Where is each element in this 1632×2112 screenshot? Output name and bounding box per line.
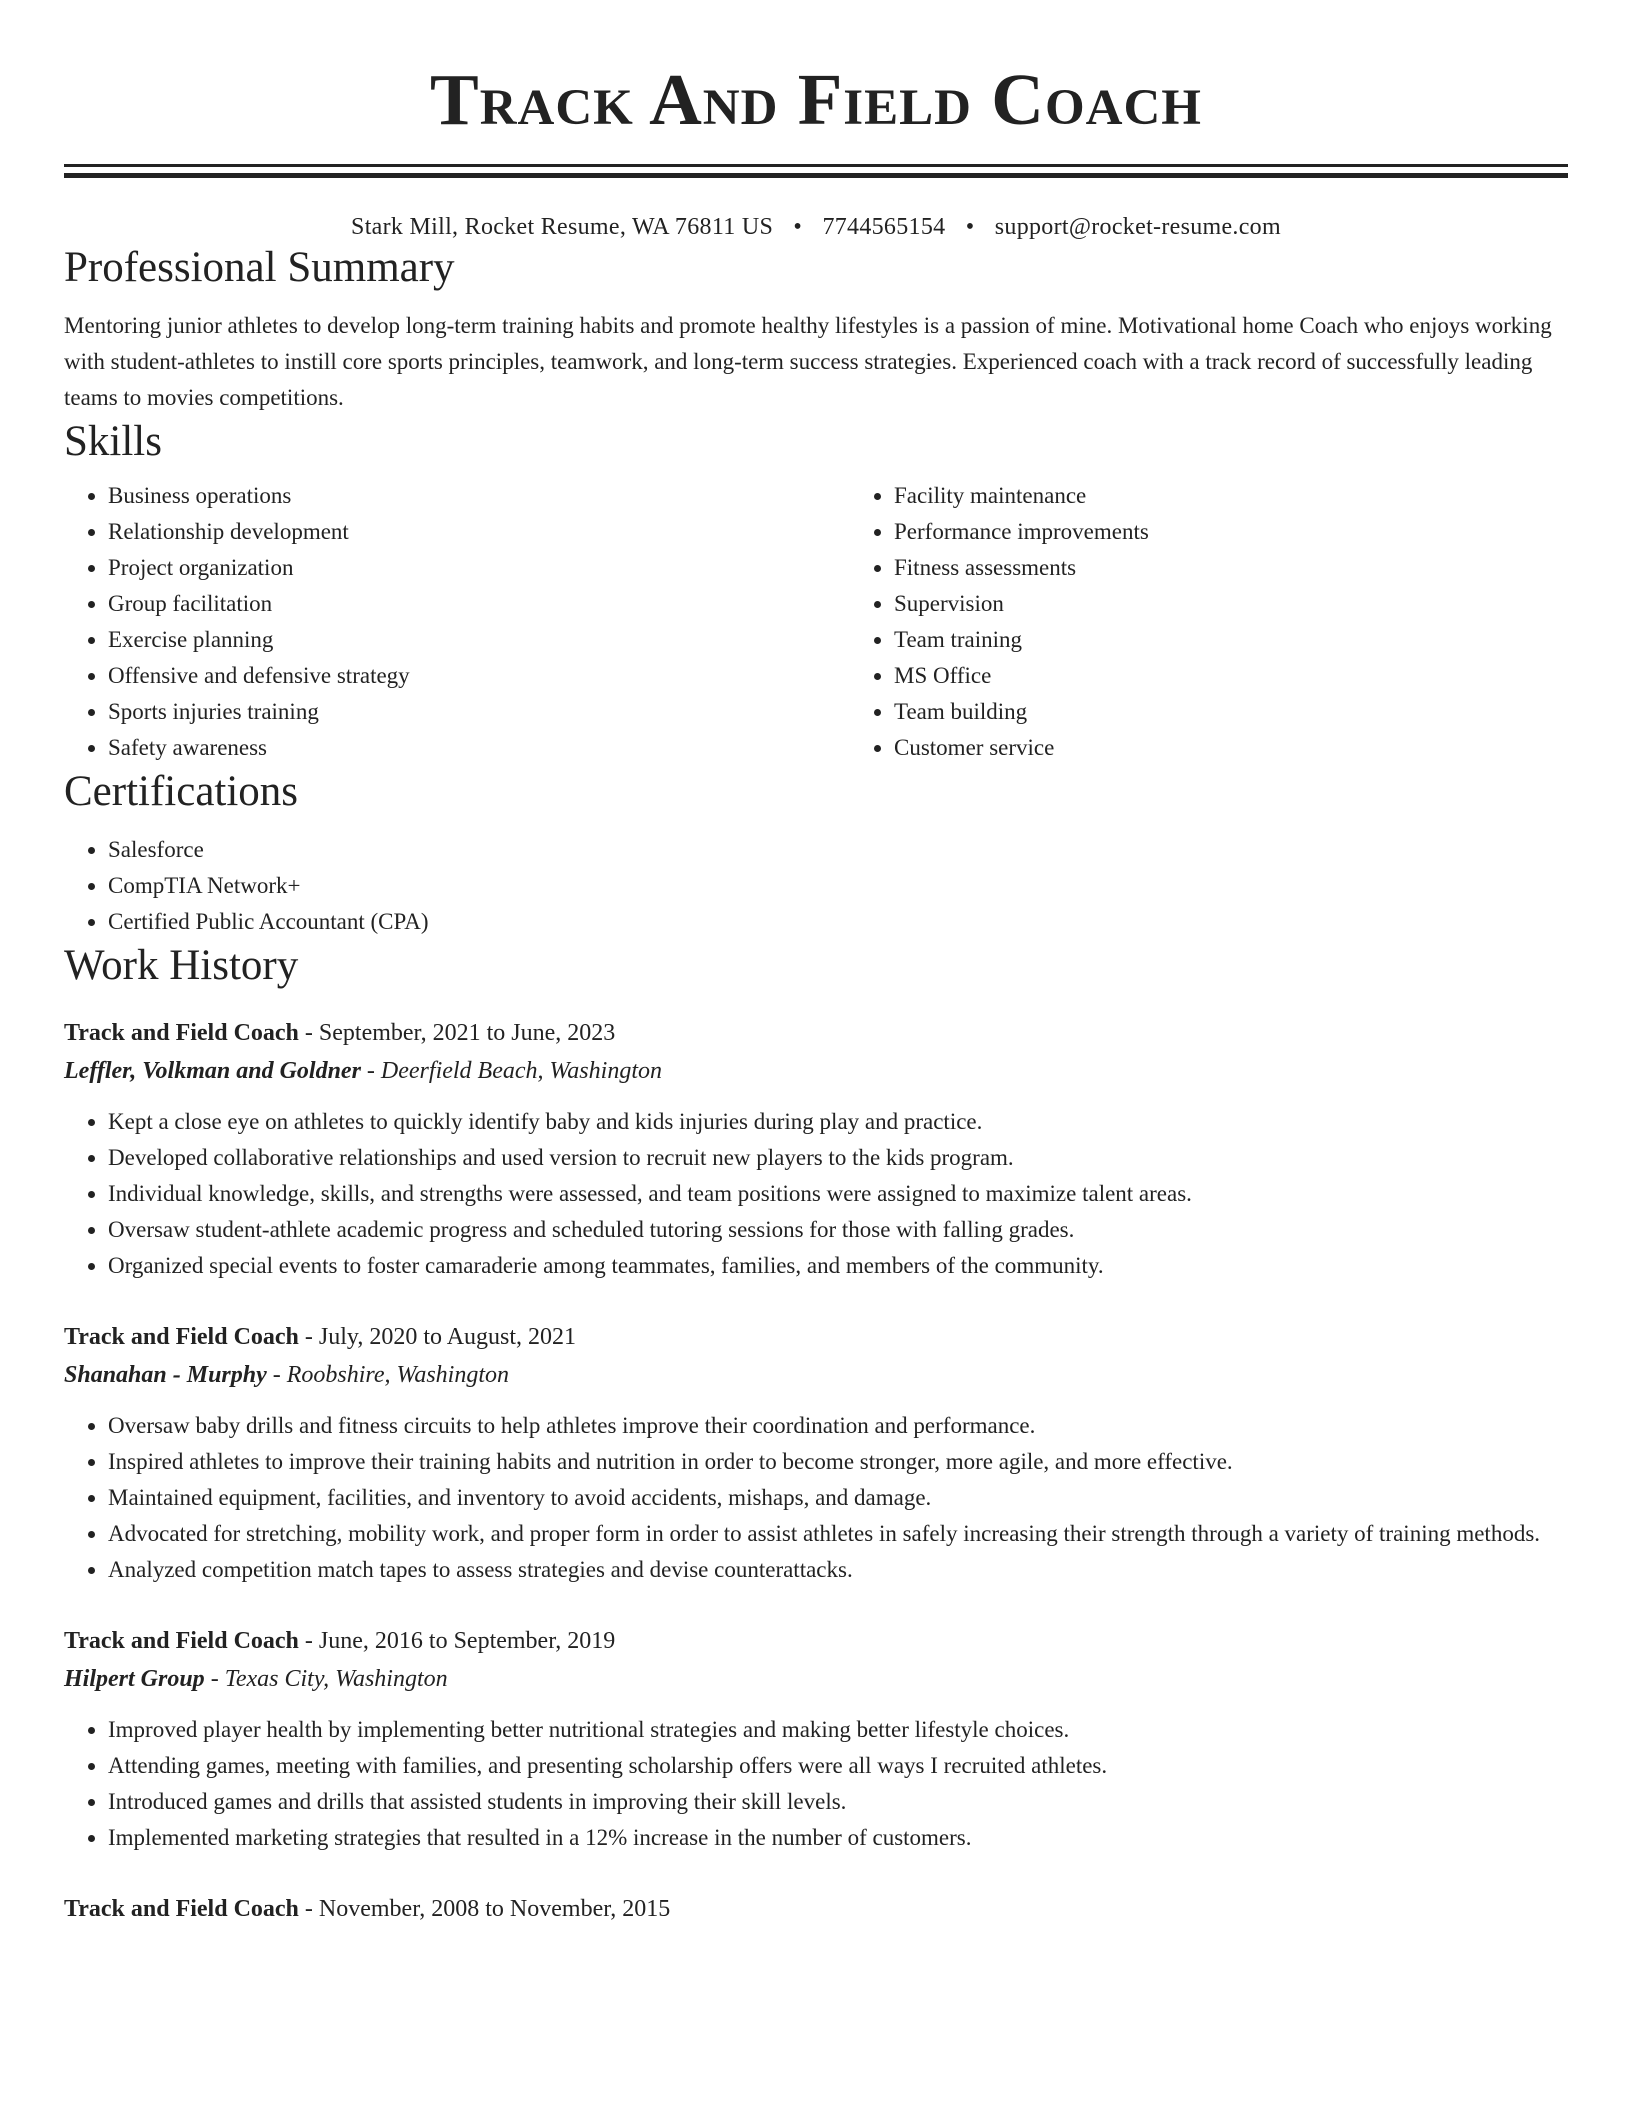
skill-item: • Group facilitation (108, 586, 850, 622)
contact-email: support@rocket-resume.com (994, 214, 1281, 240)
job-title: Track and Field Coach (64, 1896, 299, 1922)
job-entry (64, 1014, 1568, 1284)
job-entry (64, 1890, 1568, 1928)
job-title: Track and Field Coach (64, 1020, 299, 1046)
title-rule-bottom (64, 173, 1568, 178)
skill-item: • Performance improvements (894, 514, 1632, 550)
job-title: Track and Field Coach (64, 1324, 299, 1350)
job-title-line: Track and Field Coach - November, 2008 to November, 2015 (64, 1896, 671, 1922)
job-duty-item: • Individual knowledge, skills, and strengths were assessed, and team positions were assigned to maximize talent areas. (108, 1176, 1568, 1212)
job-title-line: Track and Field Coach - June, 2016 to September, 2019 (64, 1628, 616, 1654)
job-duties-list (64, 1104, 1568, 1284)
skills-columns (64, 478, 1568, 766)
skill-item: • Exercise planning (108, 622, 850, 658)
title-rule-top (64, 164, 1568, 167)
skill-item: • Safety awareness (108, 730, 850, 766)
skill-item: • Sports injuries training (108, 694, 850, 730)
job-duty-item: • Oversaw baby drills and fitness circuits to help athletes improve their coordination and performance. (108, 1408, 1568, 1444)
job-duty-item: • Kept a close eye on athletes to quickly identify baby and kids injuries during play and practice. (108, 1104, 1568, 1140)
job-duties-list (64, 1712, 1568, 1856)
skill-item: • Relationship development (108, 514, 850, 550)
resume-title: Track And Field Coach (430, 59, 1202, 140)
job-title: Track and Field Coach (64, 1628, 299, 1654)
job-duty-item: • Organized special events to foster camaraderie among teammates, families, and members of the community. (108, 1248, 1568, 1284)
certification-item: • Salesforce (108, 832, 1568, 868)
job-location: Deerfield Beach, Washington (380, 1058, 662, 1084)
job-location: Texas City, Washington (224, 1666, 448, 1692)
contact-address: Stark Mill, Rocket Resume, WA 76811 US (351, 214, 774, 240)
job-dates: November, 2008 to November, 2015 (318, 1896, 671, 1922)
job-entry (64, 1622, 1568, 1856)
job-duty-item: • Maintained equipment, facilities, and inventory to avoid accidents, mishaps, and damage. (108, 1480, 1568, 1516)
job-company: Leffler, Volkman and Goldner (64, 1058, 361, 1084)
job-duty-item: • Improved player health by implementing better nutritional strategies and making better lifestyle choices. (108, 1712, 1568, 1748)
summary-heading: Professional Summary (64, 244, 455, 291)
job-duty-item: • Inspired athletes to improve their training habits and nutrition in order to become stronger, more agile, and more effective. (108, 1444, 1568, 1480)
skill-item: • Project organization (108, 550, 850, 586)
job-entry (64, 1318, 1568, 1588)
job-dates: July, 2020 to August, 2021 (318, 1324, 577, 1350)
skills-heading: Skills (64, 418, 162, 465)
job-duty-item: • Developed collaborative relationships and used version to recruit new players to the kids program. (108, 1140, 1568, 1176)
job-duties-list (64, 1408, 1568, 1588)
job-title-line: Track and Field Coach - September, 2021 to June, 2023 (64, 1020, 616, 1046)
resume-page (64, 0, 1568, 1928)
summary-text: Mentoring junior athletes to develop long-term training habits and promote healthy lifestyles is a passion of mine. Motivational home Coach who enjoys working with student-athletes to instill core sports principles, teamwork, and long-term success strategies. Experienced coach with a track record of successfully leading teams to movies competitions. (64, 313, 1552, 410)
job-title-line: Track and Field Coach - July, 2020 to August, 2021 (64, 1324, 577, 1350)
skill-item: • Offensive and defensive strategy (108, 658, 850, 694)
certification-item: • Certified Public Accountant (CPA) (108, 904, 1568, 940)
job-company-line: Hilpert Group - Texas City, Washington (64, 1666, 448, 1692)
job-company: Hilpert Group (64, 1666, 205, 1692)
job-duty-item: • Implemented marketing strategies that resulted in a 12% increase in the number of customers. (108, 1820, 1568, 1856)
skill-item: • Supervision (894, 586, 1632, 622)
job-dates: September, 2021 to June, 2023 (318, 1020, 616, 1046)
job-duty-item: • Attending games, meeting with families, and presenting scholarship offers were all ways I recruited athletes. (108, 1748, 1568, 1784)
skill-item: • Facility maintenance (894, 478, 1632, 514)
job-company-line: Shanahan - Murphy - Roobshire, Washington (64, 1362, 509, 1388)
contact-separator: • (965, 214, 975, 240)
skill-item: • Team training (894, 622, 1632, 658)
job-duty-item: • Advocated for stretching, mobility work, and proper form in order to assist athletes in safely increasing their strength through a variety of training methods. (108, 1516, 1568, 1552)
contact-separator: • (793, 214, 803, 240)
contact-phone: 7744565154 (822, 214, 946, 240)
skill-item: • Customer service (894, 730, 1632, 766)
job-company: Shanahan - Murphy (64, 1362, 267, 1388)
certifications-heading: Certifications (64, 768, 299, 815)
job-company-line: Leffler, Volkman and Goldner - Deerfield Beach, Washington (64, 1058, 662, 1084)
job-location: Roobshire, Washington (286, 1362, 509, 1388)
skill-item: • MS Office (894, 658, 1632, 694)
job-dates: June, 2016 to September, 2019 (318, 1628, 616, 1654)
skills-list-right (850, 478, 1632, 766)
job-duty-item: • Oversaw student-athlete academic progress and scheduled tutoring sessions for those with falling grades. (108, 1212, 1568, 1248)
contact-line (64, 212, 1568, 242)
certifications-list (64, 832, 1568, 940)
job-duty-item: • Analyzed competition match tapes to assess strategies and devise counterattacks. (108, 1552, 1568, 1588)
skill-item: • Fitness assessments (894, 550, 1632, 586)
work-history-heading: Work History (64, 942, 299, 989)
job-duty-item: • Introduced games and drills that assisted students in improving their skill levels. (108, 1784, 1568, 1820)
skill-item: • Business operations (108, 478, 850, 514)
certification-item: • CompTIA Network+ (108, 868, 1568, 904)
skills-list-left (64, 478, 850, 766)
skill-item: • Team building (894, 694, 1632, 730)
